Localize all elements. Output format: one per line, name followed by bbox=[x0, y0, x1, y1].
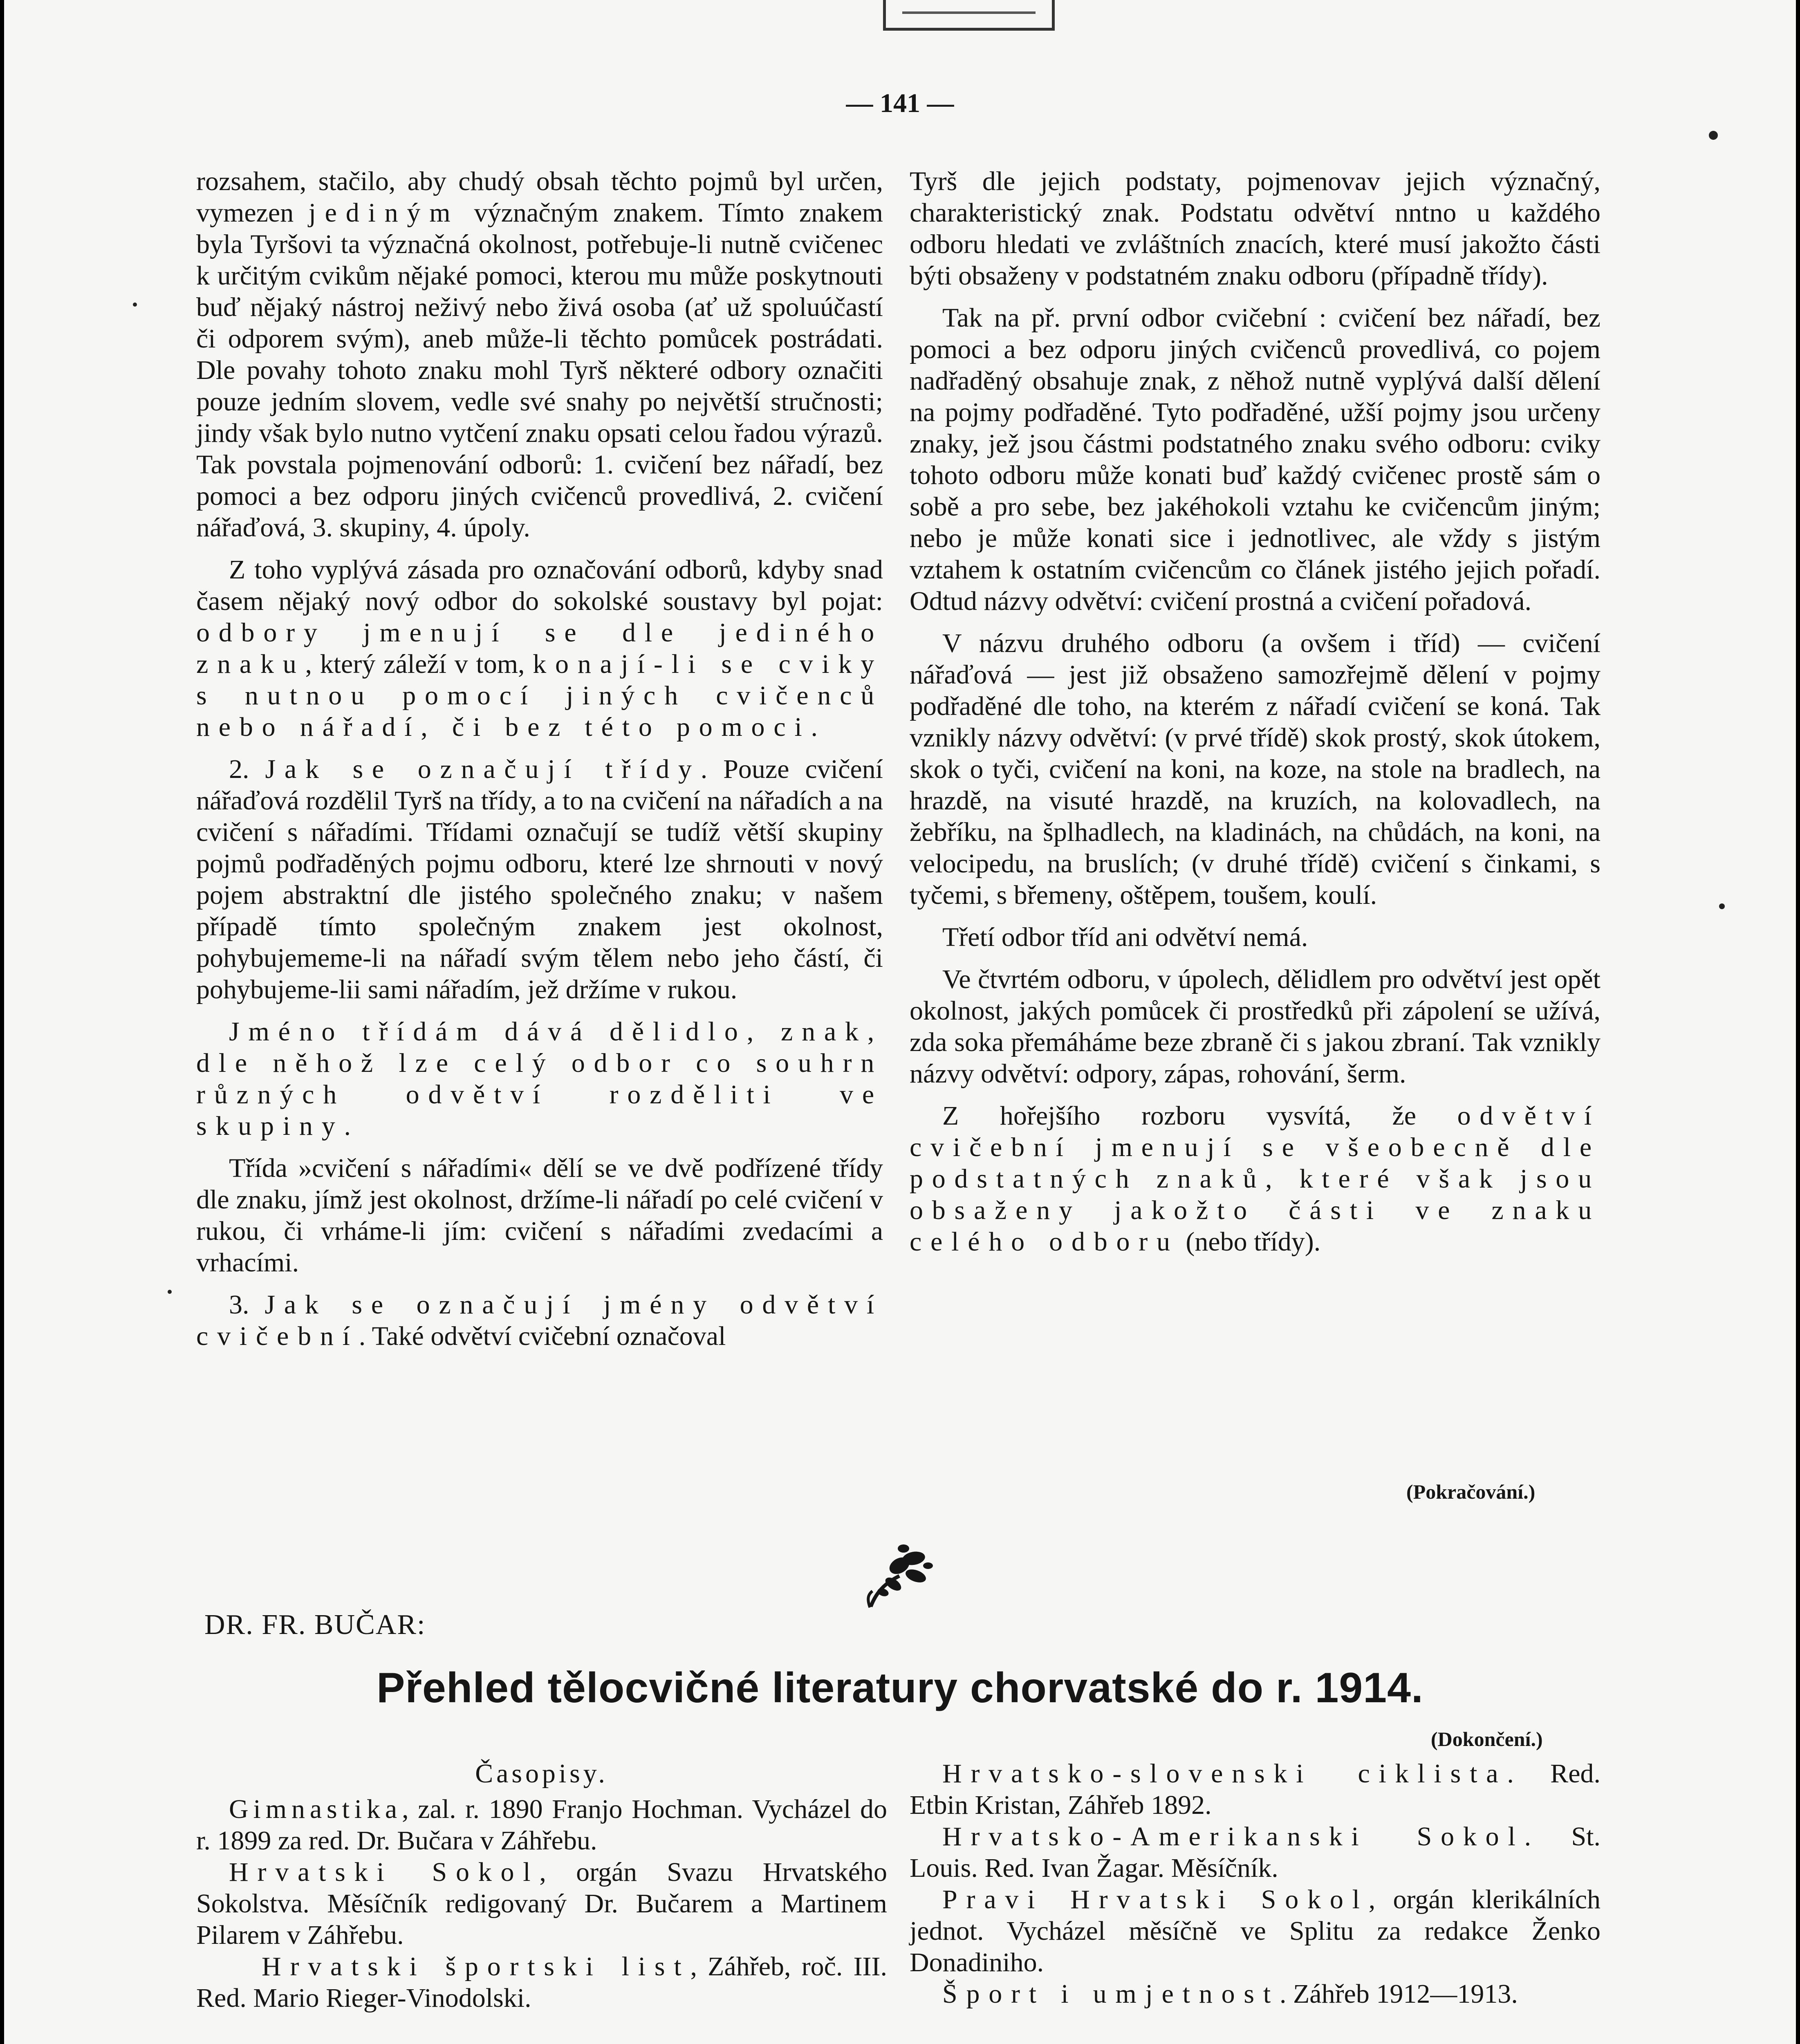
bibliography-entry bbox=[196, 1951, 887, 2014]
bibliography-entry bbox=[196, 1793, 887, 1856]
text-run: . bbox=[811, 712, 818, 742]
paragraph bbox=[196, 1289, 883, 1352]
concluded-note: (Dokončení.) bbox=[1431, 1728, 1543, 1750]
text-run: Třetí odbor tříd ani odvětví nemá. bbox=[942, 922, 1308, 952]
text-run: . Pouze cvičení nářaďová rozdělil Tyrš na třídy, a to na cvičení na nářadích a na cvičení s nářadími. Třídami označují se tudíž větší skupiny pojmů podřaděných pojmu odboru, které lze shrnouti v nový pojem abstraktní dle jistého společného znaku; v našem případě tímto společným znakem jest okolnost, pohybujememe-li na nářadí svým tělem nebo jeho částí, či pohybujeme-lii sami nářadím, jež držíme v rukou. bbox=[196, 754, 883, 1004]
text-run: Z toho vyplývá zásada pro označování odborů, kdyby snad časem nějaký nový odbor do sokolské soustavy byl pojat: bbox=[196, 555, 883, 616]
spaced-text: Jak se označují třídy bbox=[265, 754, 701, 784]
bibliography-entry bbox=[910, 1758, 1600, 1821]
scan-speck bbox=[1709, 131, 1718, 140]
page-number: — 141 — bbox=[846, 88, 954, 118]
spaced-text: Jak se označují jmény odvětví cvičební bbox=[196, 1290, 883, 1351]
text-run: . St. Louis. Red. Ivan Žagar. Měsíčník. bbox=[910, 1822, 1601, 1883]
paragraph bbox=[910, 166, 1600, 291]
periodical-name: Pravi Hrvatski Sokol bbox=[942, 1885, 1369, 1914]
bibliography-entry bbox=[196, 1856, 887, 1951]
paragraph bbox=[196, 753, 883, 1005]
article-author: DR. FR. BUČAR: bbox=[204, 1609, 426, 1641]
text-run: , orgán Svazu Hrvatského Sokolstva. Měsíčník redigovaný Dr. Bučarem a Martinem Pilarem v Záhřebu. bbox=[196, 1857, 888, 1950]
bottom-left-column bbox=[196, 1758, 887, 2014]
text-run: , který záleží v tom, bbox=[305, 649, 533, 679]
periodical-name: Hrvatsko-Amerikanski Sokol bbox=[942, 1822, 1524, 1851]
text-run: Třída »cvičení s nářadími« dělí se ve dvě podřízené třídy dle znaku, jímž jest okolnost, držíme-li nářadí po celé cvičení v rukou, či vrháme-li jím: cvičení s nářadími zvedacími a vrhacími. bbox=[196, 1153, 883, 1278]
right-column bbox=[910, 166, 1600, 1257]
bottom-right-column bbox=[910, 1758, 1600, 2010]
text-run: Z hořejšího rozboru vysvítá, že bbox=[942, 1101, 1457, 1131]
spaced-text: odvětví cvičební jmenují se všeobecně dle podstatných znaků, které však jsou obsaženy jakožto části ve znaku celého odboru bbox=[910, 1101, 1600, 1257]
spaced-text: odbory jmenují se dle jediného znaku bbox=[196, 618, 883, 679]
bibliography-entry bbox=[910, 1978, 1600, 2010]
bibliography-entry bbox=[910, 1821, 1600, 1884]
paragraph bbox=[196, 1016, 883, 1142]
text-run: V názvu druhého odboru (a ovšem i tříd) — cvičení nářaďová — jest již obsaženo samozřejmě dělení v pojmy podřaděné dle toho, na kterém z nářadí cvičení se koná. Tak vznikly názvy odvětví: (v prvé třídě) skok prostý, skok útokem, skok o tyči, cvičení na koni, na koze, na stole na bradlech, na hrazdě, na visuté hrazdě, na kruzích, na kolovadlech, na žebříku, na šplhadlech, na kladinách, na chůdách, na koni, na velocipedu, na bruslích; (v druhé třídě) cvičení s činkami, s tyčemi, s břemeny, oštěpem, toušem, koulí. bbox=[910, 628, 1600, 910]
paragraph bbox=[910, 1100, 1600, 1257]
page-content bbox=[4, 0, 1796, 2044]
scan-speck bbox=[133, 303, 137, 307]
periodical-name: Hrvatsko-slovenski ciklista bbox=[942, 1759, 1507, 1788]
text-run: Ve čtvrtém odboru, v úpolech, dělidlem pro odvětví jest opět okolnost, jakých pomůcek či prostředků při zápolení se užívá, zda soka přemáháme beze zbraně či s jakou zbraní. Tak vznikly názvy odvětví: odpory, zápas, rohování, šerm. bbox=[910, 964, 1600, 1089]
scanned-page bbox=[4, 0, 1796, 2044]
text-run: , Záhřeb, roč. III. Red. Mario Rieger-Vinodolski. bbox=[196, 1952, 887, 2013]
paragraph bbox=[910, 921, 1600, 953]
binding-tab bbox=[883, 0, 1055, 31]
paragraph bbox=[196, 1152, 883, 1278]
periodical-name: Šport i umjetnost bbox=[942, 1979, 1280, 2009]
text-run: . Záhřeb 1912—1913. bbox=[1279, 1979, 1518, 2009]
bibliography-entry bbox=[910, 1884, 1600, 1978]
paragraph bbox=[910, 302, 1600, 617]
text-run: . Také odvětví cvičební označoval bbox=[359, 1321, 726, 1351]
paragraph bbox=[196, 166, 883, 543]
text-run: 3. bbox=[229, 1290, 265, 1320]
text-run: Tyrš dle jejich podstaty, pojmenovav jejich význačný, charakteristický znak. Podstatu odvětví nntno u každého odboru hledati ve zvláštních znacích, které musí jakožto části býti obsaženy v podstatném znaku odboru (případně třídy). bbox=[910, 166, 1600, 291]
text-run: , orgán klerikálních jednot. Vycházel měsíčně ve Splitu za redakce Ženko Donadiniho. bbox=[910, 1885, 1600, 1977]
spaced-text: jediným bbox=[308, 198, 460, 228]
spaced-text: Jméno třídám dává dělidlo, znak, dle něhož lze celý odbor co souhrn různých odvětví rozděliti ve skupiny bbox=[196, 1017, 883, 1141]
text-run: (nebo třídy). bbox=[1179, 1227, 1321, 1257]
scan-speck bbox=[1719, 903, 1725, 909]
text-run: rozsahem, stačilo, aby chudý obsah těchto pojmů byl určen, vymezen bbox=[196, 166, 883, 228]
periodical-name: Hrvatski športski list bbox=[262, 1952, 690, 1981]
periodical-name: Gimnastika bbox=[229, 1794, 402, 1824]
text-run: , zal. r. 1890 Franjo Hochman. Vycházel do r. 1899 za red. Dr. Bučara v Záhřebu. bbox=[196, 1794, 887, 1856]
text-run: 2. bbox=[229, 754, 265, 784]
continued-note: (Pokračování.) bbox=[1406, 1480, 1535, 1503]
text-run: . bbox=[344, 1111, 351, 1141]
text-run: . Red. Etbin Kristan, Záhřeb 1892. bbox=[910, 1759, 1600, 1820]
periodical-name: Hrvatski Sokol bbox=[229, 1857, 540, 1887]
text-run: Tak na př. první odbor cvičební : cvičení bez nářadí, bez pomoci a bez odporu jiných cvičenců provedlivá, co pojem nadřaděný obsahuje znak, z něhož nutně vyplývá další dělení na pojmy podřaděné. Tyto podřaděné, užší pojmy jsou určeny znaky, jež jsou částmi podstatného znaku svého odboru: cviky tohoto odboru může konati buď každý cvičenec prostě sám o sobě a pro sebe, bez jakéhokoli vztahu ke cvičencům jiným; nebo je může konati sice i jednotlivec, ale vždy s jistým vztahem k ostatním cvičencům co článek jistého jejich pořadí. Odtud názvy odvětví: cvičení prostná a cvičení pořadová. bbox=[910, 303, 1600, 616]
paragraph bbox=[910, 628, 1600, 911]
left-column bbox=[196, 166, 883, 1352]
paragraph bbox=[196, 554, 883, 743]
article-title: Přehled tělocvičné literatury chorvatské do r. 1914. bbox=[377, 1664, 1423, 1712]
floral-ornament-icon bbox=[854, 1537, 936, 1611]
scan-speck bbox=[168, 1290, 172, 1294]
paragraph bbox=[910, 964, 1600, 1089]
spaced-text: konají-li se cviky s nutnou pomocí jiných cvičenců nebo nářadí, či bez této pomoci bbox=[196, 649, 883, 742]
text-run: význačným znakem. Tímto znakem byla Tyršovi ta význačná okolnost, potřebuje-li nutně cvičenec k určitým cvikům nějaké pomoci, kterou mu může poskytnouti buď nějaký nástroj neživý nebo živá osoba (ať už spoluúčastí či odporem svým), aneb může-li těchto pomůcek postrádati. Dle povahy tohoto znaku mohl Tyrš některé odbory označiti pouze jedním slovem, vedle své snahy po největší stručnosti; jindy však bylo nutno vytčení znaku opsati celou řadou výrazů. Tak povstala pojmenování odborů: 1. cvičení bez nářadí, bez pomoci a bez odporu jiných cvičenců provedlivá, 2. cvičení nářaďová, 3. skupiny, 4. úpoly. bbox=[196, 198, 883, 542]
section-heading: Časopisy. bbox=[475, 1759, 608, 1788]
